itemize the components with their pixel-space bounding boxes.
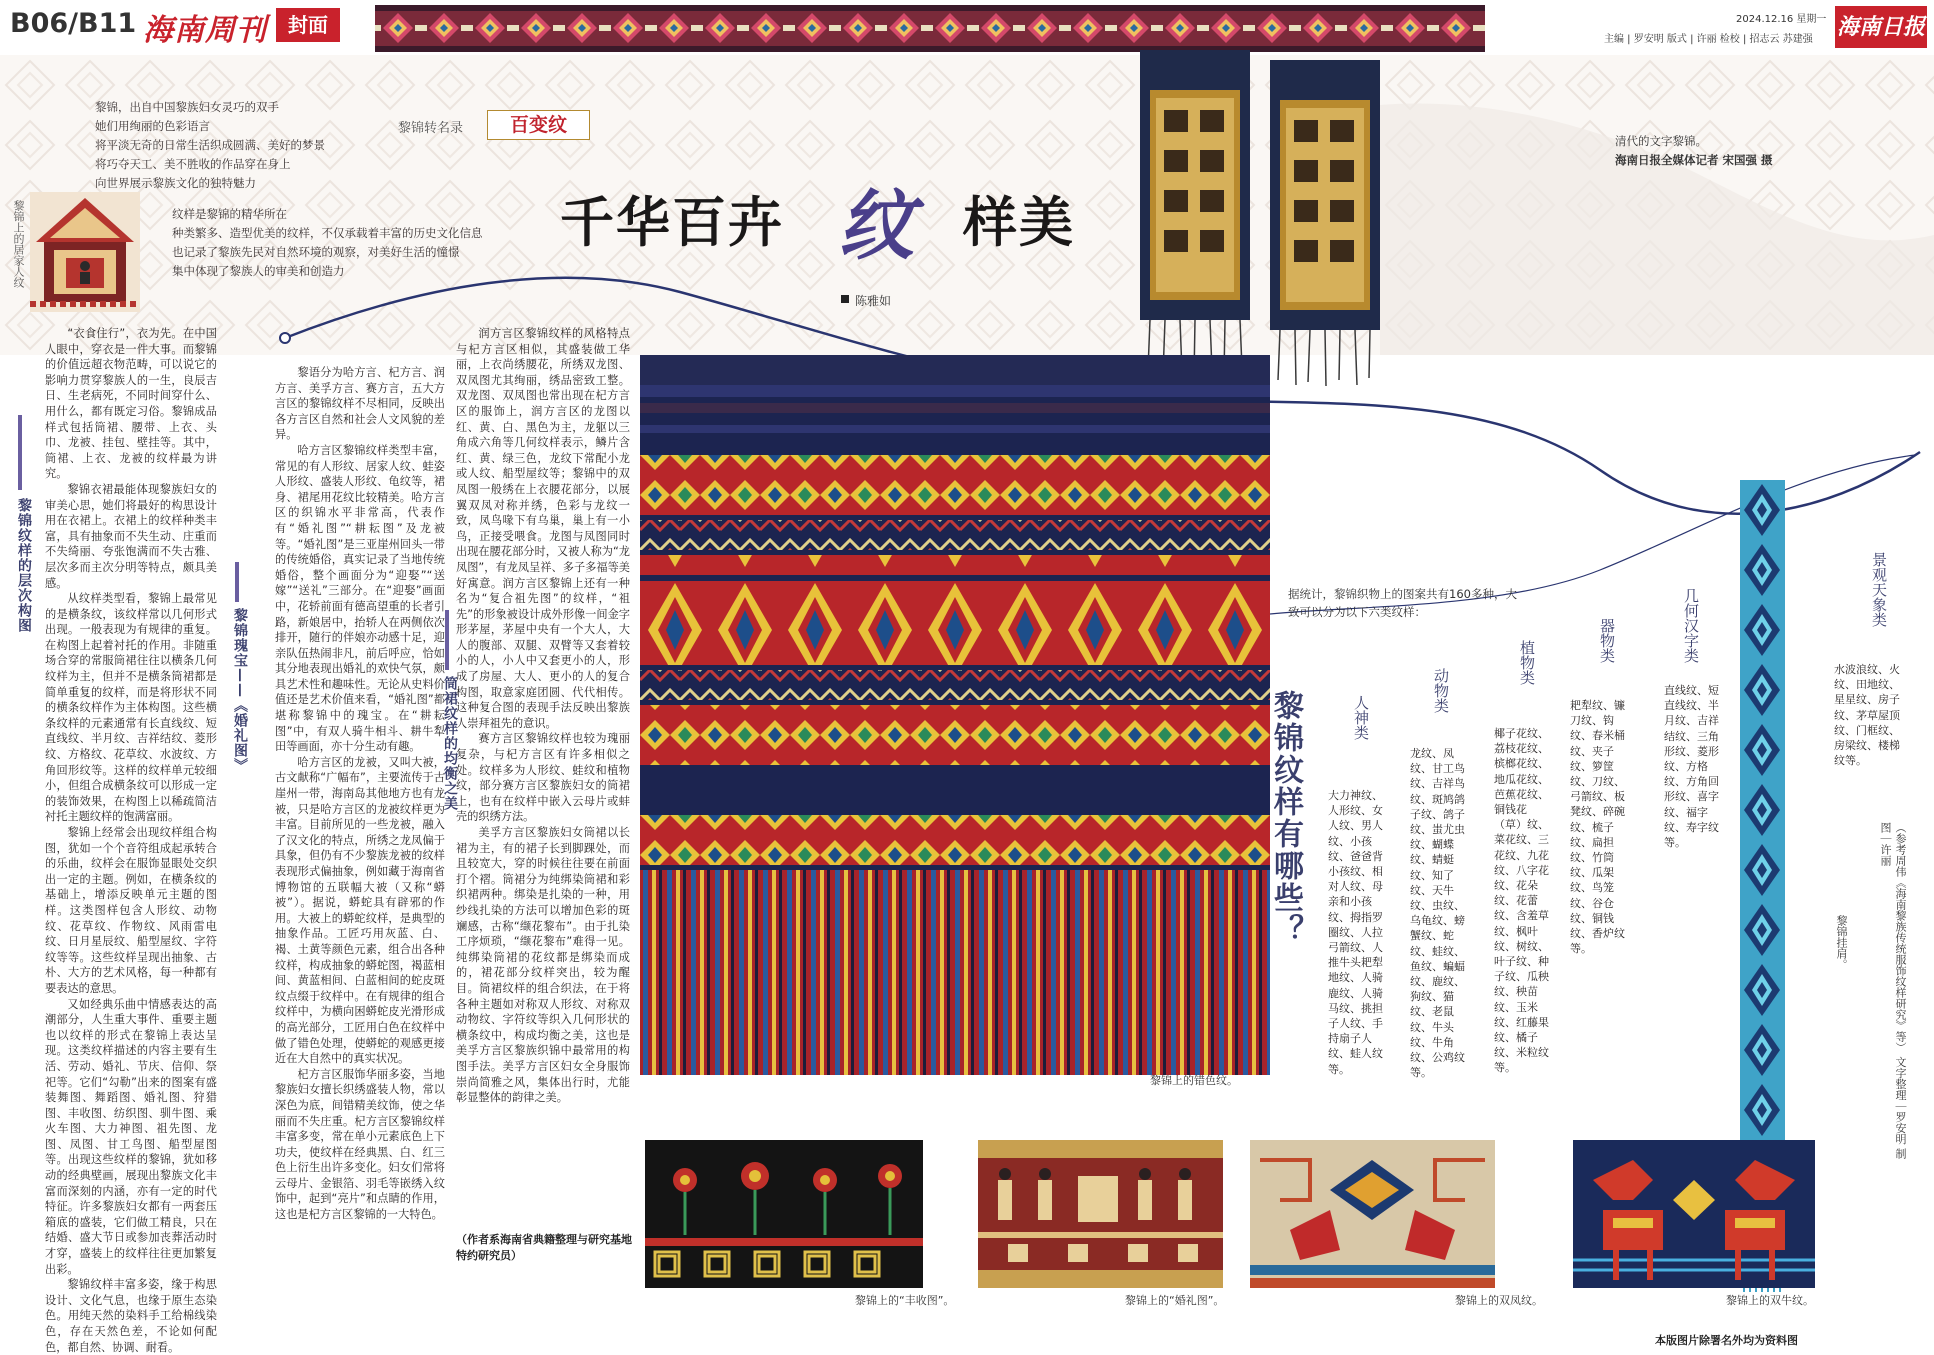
intro-line: 种类繁多、造型优美的纹样，不仅承载着丰富的历史文化信息 [172,226,483,240]
header-credits: 主编 | 罗安明 版式 | 许丽 检校 | 招志云 苏建强 [1604,34,1813,45]
header-date: 2024.12.16 星期一 [1736,14,1827,25]
newspaper-logo: 海南日报 [1835,6,1927,48]
pattern-types-heading: 黎锦纹样有哪些？ [1268,690,1303,946]
wedding-image-photo [978,1140,1223,1288]
section-bar [18,415,22,490]
harvest-image-caption: 黎锦上的“丰收图”。 [855,1294,955,1307]
series-label: 黎锦转名录 [398,121,464,136]
section-heading-layered-composition: 黎锦纹样的层次构图 [16,498,32,633]
reference-note: （参考周伟《海南黎族传统服饰纹样研究》等） 文字整理｜罗安明 制图｜许丽 [1879,822,1907,1159]
section-heading-skirt-balance: 筒裙纹样的均衡之美 [442,676,458,811]
poem-line: 黎锦，出自中国黎族妇女灵巧的双手 [95,100,279,114]
categories-intro: 据统计，黎锦织物上的图案共有160多种，大致可以分为以下六类纹样： [1288,587,1517,619]
paragraph: 杞方言区服饰华丽多姿，当地黎族妇女擅长织绣盛装人物，常以深色为底，间错精美纹饰，使之华丽而不失庄重。杞方言区黎锦纹样丰富多变，常在单小元素底色上下功夫，使纹样在经典黑、白、红三色上衍生出许多变化。妇女们常将云母片、金银箔、羽毛等嵌绣入纹饰中，起到“亮片”和点睛的作用，这也是杞方言区黎锦的一大特色。 [275,1067,445,1222]
poem-line: 她们用绚丽的色彩语言 [95,119,210,133]
paragraph: 黎锦纹样丰富多姿，缘于构思设计、文化气息，也缘于原生态染色。用纯天然的染料手工给棉线染色，存在天然色差，不论如何配色，都自然、协调、耐看。 [45,1278,217,1354]
textile-caption: 黎锦上的错色纹。 [1150,1074,1238,1087]
category-body-implement: 耙犁纹、镰刀纹、钩纹、春米桶纹、夹子纹、箩筐纹、刀纹、弓箭纹、板凳纹、碎碗纹、梳子纹、扁担纹、竹筒纹、瓜架纹、鸟笼纹、谷仓纹、铜钱纹、香炉纹等。 [1570,699,1625,956]
category-body-landscape: 水波浪纹、火纹、田地纹、星星纹、房子纹、茅草屋顶纹、门框纹、房梁纹、楼梯纹等。 [1834,663,1900,768]
headline-highlight: 纹 [838,181,914,270]
paragraph: “衣食住行”，衣为先。在中国人眼中，穿衣是一件大事。而黎锦的价值远超衣物范畴，可以说它的影响力贯穿黎族人的一生，良辰吉日、生老病死，不同时间穿什么、用什么，都有既定习俗。黎锦成品样式包括筒裙、腰带、上衣、头巾、龙被、挂包、壁挂等。其中，筒裙、上衣、龙被的纹样最为讲究。 [45,327,217,481]
paragraph: 又如经典乐曲中情感表达的高潮部分，人生重大事件、重要主题也以纹样的形式在黎锦上表达呈现。这类纹样描述的内容主要有生活、劳动、婚礼、节庆、信仰、祭祀等。它们“勾勒”出来的图案有盛装舞图、舞蹈图、婚礼图、狩猎图、丰收图、纺织图、驯牛图、乘火车图、大力神图、祖先图、龙图、凤图、甘工鸟图、船型屋图等。出现这些纹样的黎锦，犹如移动的经典壁画，展现出黎族文化丰富而深刻的内涵，亦有一定的时代特征。许多黎族妇女都有一两套压箱底的盛装，它们做工精良，只在结婚、盛大节日或参加丧葬活动时才穿，盛装上的纹样往往更加繁复出彩。 [45,997,217,1276]
section-bar [235,562,239,602]
shoulder-strap-caption: 黎锦挂肩。 [1835,915,1848,970]
photo-caption-line: 清代的文字黎锦。 [1615,134,1707,148]
category-title-geometric-chinese: 几何汉字类 [1682,588,1700,663]
intro-line: 也记录了黎族先民对自然环境的观察，对美好生活的憧憬 [172,245,460,259]
paragraph: 哈方言区的龙被，又叫大被，古文献称“广幅布”，主要流传于古崖州一带，海南岛其他地方也有龙被，只是哈方言区的龙被纹样更为丰富。目前所见的一些龙被，融入了汉文化的特点，所绣之龙凤偏于具象，但仍有不少黎族龙被的纹样表现形式偏抽象，例如藏于海南省博物馆的五联幅大被（又称“蟒被”）。据说，蟒蛇具有辟邪的作用。大被上的蟒蛇纹样，是典型的抽象作品。工匠巧用灰蓝、白、褐、土黄等颜色元素，组合出各种纹样，构成抽象的蟒蛇图，褐蓝相间、黄蓝相间、白蓝相间的蛇皮斑纹点缀于纹样中。在有规律的组合纹样中，为横向困蟒蛇皮光滑形成的高光部分，工匠用白色在纹样中做了错色处理，使蟒蛇的观感更接近在大自然中的真实状况。 [275,755,445,1066]
author-note: （作者系海南省典籍整理与研究基地特约研究员） [456,1233,632,1262]
staggered-color-textile-photo [640,355,1270,1075]
section-bar [445,610,449,670]
article-column-2 [275,365,445,1335]
paragraph: 哈方言区黎锦纹样类型丰富，常见的有人形纹、居家人纹、蛙姿人形纹、盛装人形纹、龟纹等，裙身、裙尾用花纹比较精美。哈方言区的织锦水平非常高，代表作有“婚礼图”“耕耘图”及龙被等。“婚礼图”是三亚崖州回头一带的传统婚俗，真实记录了当地传统婚俗，整个画面分为“迎娶”“送嫁”“送礼”三部分。在“迎娶”画面中，花轿前面有德高望重的长者引路，新娘居中，抬轿人在两侧依次排开，随行的伴娘亦动感十足，迎亲队伍热闹非凡，前后呼应，恰如其分地表现出婚礼的欢快气氛，颇具艺术性和趣味性。无论从史料价值还是艺术价值来看，“婚礼图”都堪称黎锦中的瑰宝。在“耕耘图”中，有双人骑牛相斗、耕牛犁田等画面，亦十分生动有趣。 [275,443,445,754]
category-body-human-deity: 大力神纹、人形纹、女人纹、男人纹、小孩纹、爸爸背小孩纹、相对人纹、母亲和小孩纹、拇指罗圈纹、人拉弓箭纹、人推牛头耙犁地纹、人骑鹿纹、人骑马纹、挑担子人纹、手持扇子人纹、蛙人纹等。 [1328,789,1383,1076]
harvest-image-photo [645,1140,923,1288]
category-title-animal: 动物类 [1432,668,1450,713]
paragraph: 润方言区黎锦纹样的风格特点与杞方言区相似，其盛装做工华丽，上衣尚绣腰花，所绣双龙图、双凤图尤其绚丽，绣品密致工整。双龙图、双凤图也常出现在杞方言区的服饰上，润方言区的龙图以红、黄、白、黑色为主，龙躯以三角成六角等几何纹样表示，鳞片含红、黄、绿三色，龙纹下常配小龙或人纹、船型屋纹等；黎锦中的双凤图一般绣在上衣腰花部分，以展翼双凤对称并绣，色彩与龙纹一致，凤鸟喙下有乌巢，巢上有一小鸟，正接受喂食。龙图与凤图同时出现在腰花部分时，又被人称为“龙凤图”，有龙凤呈祥、多子多福等美好寓意。润方言区黎锦上还有一种名为“复合祖先图”的纹样，“祖先”的形象被设计成外形像一间金字形茅屋，茅屋中央有一个大人，大人的腹部、双腿、双臂等又套着较小的人，小人中又套更小的人，形成了房屋、大人、更小的人的复合构图，取意家庭团圆、代代相传。这种复合图的表现手法反映出黎族人崇拜祖先的意识。 [456,327,630,730]
paragraph: 黎语分为哈方言、杞方言、润方言、美孚方言、赛方言，五大方言区的黎锦纹样不尽相同，反映出各方言区自然和社会人文风貌的差异。 [275,366,445,442]
poem-line: 向世界展示黎族文化的独特魅力 [95,176,256,190]
paragraph: 赛方言区黎锦纹样也较为瑰丽复杂，与杞方言区有许多相似之处。纹样多为人形纹、蛙纹和植物纹，部分赛方言区黎族妇女的筒裙上，也有在纹样中嵌入云母片或蚌壳的织绣方法。 [456,732,630,824]
section-tag: 封面 [276,8,340,42]
category-title-plant: 植物类 [1518,640,1536,685]
category-title-human-deity: 人神类 [1352,695,1370,740]
image-source-note: 本版图片除署名外均为资料图 [1655,1334,1798,1347]
headline-part-2: 样美 [963,191,1075,254]
paragraph: 黎锦衣裙最能体现黎族妇女的审美心思，她们将最好的构思设计用在衣裙上。衣裙上的纹样种类丰富，具有抽象而不失生动、庄重而不失绮丽、夸张饱满而不失古雅、层次多而主次分明等特点，颇具美感。 [45,482,217,590]
byline: 陈雅如 [855,294,892,308]
intro-line: 集中体现了黎族人的审美和创造力 [172,264,345,278]
page-number: B06/B11 [10,8,137,39]
category-body-geometric-chinese: 直线纹、短直线纹、半月纹、吉祥结纹、三角形纹、菱形纹、方格纹、方角回形纹、喜字纹、福字纹、寿字纹等。 [1664,684,1719,850]
poem-line: 将平淡无奇的日常生活织成圆满、美好的梦景 [95,138,325,152]
motif-caption: 黎锦上的居家人纹 [12,200,25,288]
section-heading-wedding-image: 黎锦瑰宝——《婚礼图》 [232,608,248,773]
category-title-landscape: 景观天象类 [1870,552,1888,627]
poem-line: 将巧夺天工、美不胜收的作品穿在身上 [95,157,291,171]
magazine-name: 海南周刊 [143,13,267,48]
category-title-implement: 器物类 [1598,618,1616,663]
headline-part-1: 千华百卉 [560,191,784,254]
article-column-1 [45,326,217,1354]
category-body-plant: 椰子花纹、荔枝花纹、槟榔花纹、地瓜花纹、芭蕉花纹、铜钱花（草）纹、菜花纹、三花纹、九花纹、八字花纹、花朵纹、花蕾纹、含羞草纹、枫叶纹、树纹、叶子纹、种子纹、瓜秧纹、秧苗纹、玉米纹、红藤果纹、橘子纹、米粒纹等。 [1494,727,1549,1075]
intro-line: 纹样是黎锦的精华所在 [172,207,287,221]
paragraph: 黎锦上经常会出现纹样组合构图，犹如一个个音符组成起承转合的乐曲，纹样会在服饰显眼处交织出一定的主题。例如，在横条纹的基础上，增添反映单元主题的图样。这类图样包含人形纹、动物纹、花草纹、作物纹、风雨雷电纹、日月星辰纹、船型屋纹、字符纹等等。这些纹样呈现出抽象、古朴、大方的艺术风格，每一种都有要表达的意思。 [45,826,217,995]
double-ox-caption: 黎锦上的双牛纹。 [1726,1294,1814,1307]
photo-credit: 海南日报全媒体记者 宋国强 摄 [1615,153,1773,167]
paragraph: 从纹样类型看，黎锦上最常见的是横条纹，该纹样常以几何形式出现。一般表现为有规律的重复。在构图上起着衬托的作用。非随重场合穿的常服筒裙往往以横条几何纹样为主，但并不是横条筒裙都是简单重复的纹样，而是将形状不同的横条纹样作为主体构图。这些横条纹样的元素通常有长直线纹、短直线纹、半月纹、吉祥结纹、菱形纹、方格纹、花草纹、水波纹、方角回形纹等。这样的纹样单元较细小，但组合成横条纹可以形成一定的装饰效果，在构图上以稀疏简洁衬托主题纹样的饱满富丽。 [45,592,217,824]
wedding-image-caption: 黎锦上的“婚礼图”。 [1125,1294,1225,1307]
double-phoenix-photo [1250,1140,1495,1288]
article-column-3 [456,326,630,1236]
category-body-animal: 龙纹、凤纹、甘工鸟纹、吉祥鸟纹、斑鸠鸽子纹、鸽子纹、蚩尤虫纹、蝴蝶纹、蜻蜓纹、知了纹、天牛纹、虫纹、乌龟纹、螃蟹纹、蛇纹、蛙纹、鱼纹、蝙蝠纹、鹿纹、狗纹、猫纹、老鼠纹、牛头纹、牛角纹、公鸡纹等。 [1410,747,1465,1080]
double-phoenix-caption: 黎锦上的双凤纹。 [1455,1294,1543,1307]
series-badge: 百变纹 [487,110,590,140]
double-ox-photo [1573,1140,1815,1288]
paragraph: 美孚方言区黎族妇女筒裙以长裙为主，有的裙子长到脚踝处，而且较宽大，穿的时候往往要在前面打个褶。筒裙分为纯绑染筒裙和彩织裙两种。绑染是扎染的一种，用纱线扎染的方法可以增加色彩的斑斓感，古称“缬花黎布”。由于扎染工序烦琐，“缬花黎布”难得一见。纯绑染筒裙的花纹都是绑染而成的，裙花部分纹样突出，较为醒目。筒裙纹样的组合织法，在于将各种主题如对称双人形纹、对称双动物纹、字符纹等织入几何形状的横条纹中，构成均衡之美，这也是美孚方言区黎族织锦中最常用的构图手法。美孚方言区妇女全身服饰崇尚简雅之风，集体出行时，尤能彰显整体的韵律之美。 [456,826,630,1105]
